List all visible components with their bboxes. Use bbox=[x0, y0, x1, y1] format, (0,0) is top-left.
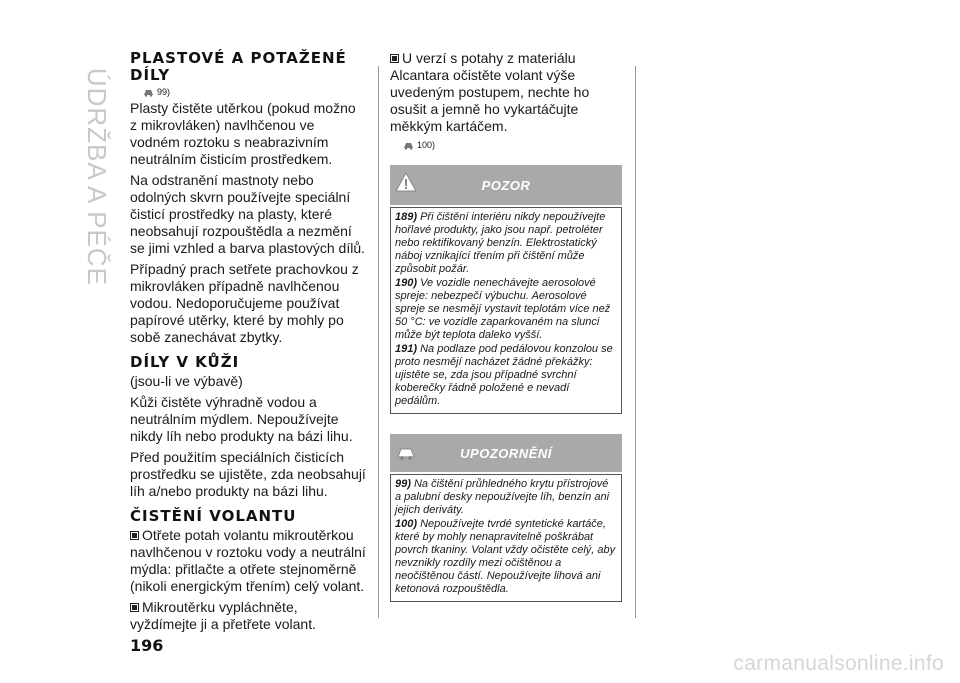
bullet-item: Otřete potah volantu mikroutěrkou navlhčenou v roztoku vody a neutrální mýdla: přitlačte a otřete stejnoměrně (nikoli energickým třením) celý volant. bbox=[130, 527, 366, 594]
car-note-icon bbox=[402, 139, 414, 151]
warning-header bbox=[390, 165, 622, 205]
item-text: Na podlaze pod pedálovou konzolou se proto nesmějí nacházet žádné překážky: ujistěte se, zda jsou případné svrchní koberečky řádně položené e nevadí pedálům. bbox=[395, 343, 613, 407]
section-heading-steering: ČISTĚNÍ VOLANTU bbox=[130, 507, 297, 525]
warning-triangle-icon bbox=[395, 171, 417, 195]
bullet-item: Mikroutěrku vypláchněte, vyždímejte ji a přetřete volant. bbox=[130, 599, 316, 632]
notice-box bbox=[390, 474, 622, 602]
reference-note: 100) bbox=[402, 139, 622, 151]
item-text: Ve vozidle nenechávejte aerosolové spreje: nebezpečí výbuchu. Aerosolové spreje se nesmějí vystavit teplotám více než 50 °C: ve vozidle zaparkovaném na slunci může být teplota daleko vyšší. bbox=[395, 277, 611, 341]
notice-header bbox=[390, 434, 622, 472]
bullet-item: U verzí s potahy z materiálu Alcantara očistěte volant výše uvedeným postupem, nechte ho osušit a jemně ho vykartáčujte měkkým kartáčem. bbox=[390, 50, 590, 134]
left-column bbox=[130, 50, 366, 637]
warning-item bbox=[395, 211, 617, 276]
chapter-side-tab bbox=[78, 46, 112, 286]
warning-item bbox=[395, 277, 617, 342]
page-number: 196 bbox=[130, 636, 164, 655]
section-heading-leather: DÍLY V KŮŽI bbox=[130, 353, 240, 371]
item-number: 191) bbox=[395, 343, 421, 355]
paragraph: (jsou-li ve výbavě) bbox=[130, 373, 243, 389]
square-bullet-icon bbox=[390, 50, 399, 59]
section-heading-plastic: PLASTOVÉ A POTAŽENÉ DÍLY bbox=[130, 49, 347, 84]
paragraph: Před použitím speciálních čisticích prostředku se ujistěte, zda neobsahují líh a/nebo produkty na bázi lihu. bbox=[130, 449, 366, 499]
item-number: 189) bbox=[395, 211, 421, 223]
paragraph: Případný prach setřete prachovkou z mikrovláken případně navlhčenou vodou. Nedoporučujeme používat papírové utěrky, které by mohly po sobě zanechávat zbytky. bbox=[130, 261, 359, 345]
notice-title: UPOZORNĚNÍ bbox=[460, 445, 552, 461]
paragraph: Kůži čistěte výhradně vodou a neutrálním mýdlem. Nepoužívejte nikdy líh nebo produkty na bázi lihu. bbox=[130, 394, 353, 444]
item-number: 99) bbox=[395, 478, 414, 490]
warning-title: POZOR bbox=[481, 177, 531, 193]
column-divider bbox=[635, 66, 636, 618]
warning-box bbox=[390, 207, 622, 414]
right-column bbox=[390, 50, 622, 602]
watermark-footer: carmanualsonline.info bbox=[733, 652, 944, 675]
warning-item bbox=[395, 518, 617, 596]
item-number: 100) bbox=[395, 518, 421, 530]
square-bullet-icon bbox=[130, 599, 139, 608]
chapter-title: ÚDRŽBA A PÉČE bbox=[82, 67, 112, 286]
item-text: Při čištění interiéru nikdy nepoužívejte hořlavé produkty, jako jsou např. petroléter nebo rektifikovaný benzín. Elektrostatický náboj vznikající třením při čištění může způsobit požár. bbox=[395, 211, 606, 275]
paragraph: Na odstranění mastnoty nebo odolných skvrn používejte speciální čisticí prostředky na plasty, které neobsahují rozpouštědla a nezmění se jimi vzhled a barva plastových dílů. bbox=[130, 172, 365, 256]
item-text: Na čištění průhledného krytu přístrojové a palubní desky nepoužívejte líh, benzín ani jejich deriváty. bbox=[395, 478, 610, 516]
car-note-icon bbox=[142, 86, 154, 98]
item-text: Nepoužívejte tvrdé syntetické kartáče, které by mohly nenapravitelně poškrábat povrch tkaniny. Volant vždy očistěte celý, aby nevznikly rozdíly mezi očištěnou a neočištěnou částí. Nepoužívejte lihová ani ketonová rozpouštědla. bbox=[395, 518, 616, 595]
warning-item bbox=[395, 478, 617, 517]
column-divider bbox=[378, 66, 379, 618]
item-number: 190) bbox=[395, 277, 421, 289]
car-notice-icon bbox=[395, 440, 417, 464]
square-bullet-icon bbox=[130, 527, 139, 536]
paragraph: Plasty čistěte utěrkou (pokud možno z mikrovláken) navlhčenou ve vodném roztoku s neabrazivním neutrálním čisticím prostředkem. bbox=[130, 100, 356, 167]
reference-note: 99) bbox=[142, 86, 366, 98]
warning-item bbox=[395, 343, 617, 408]
